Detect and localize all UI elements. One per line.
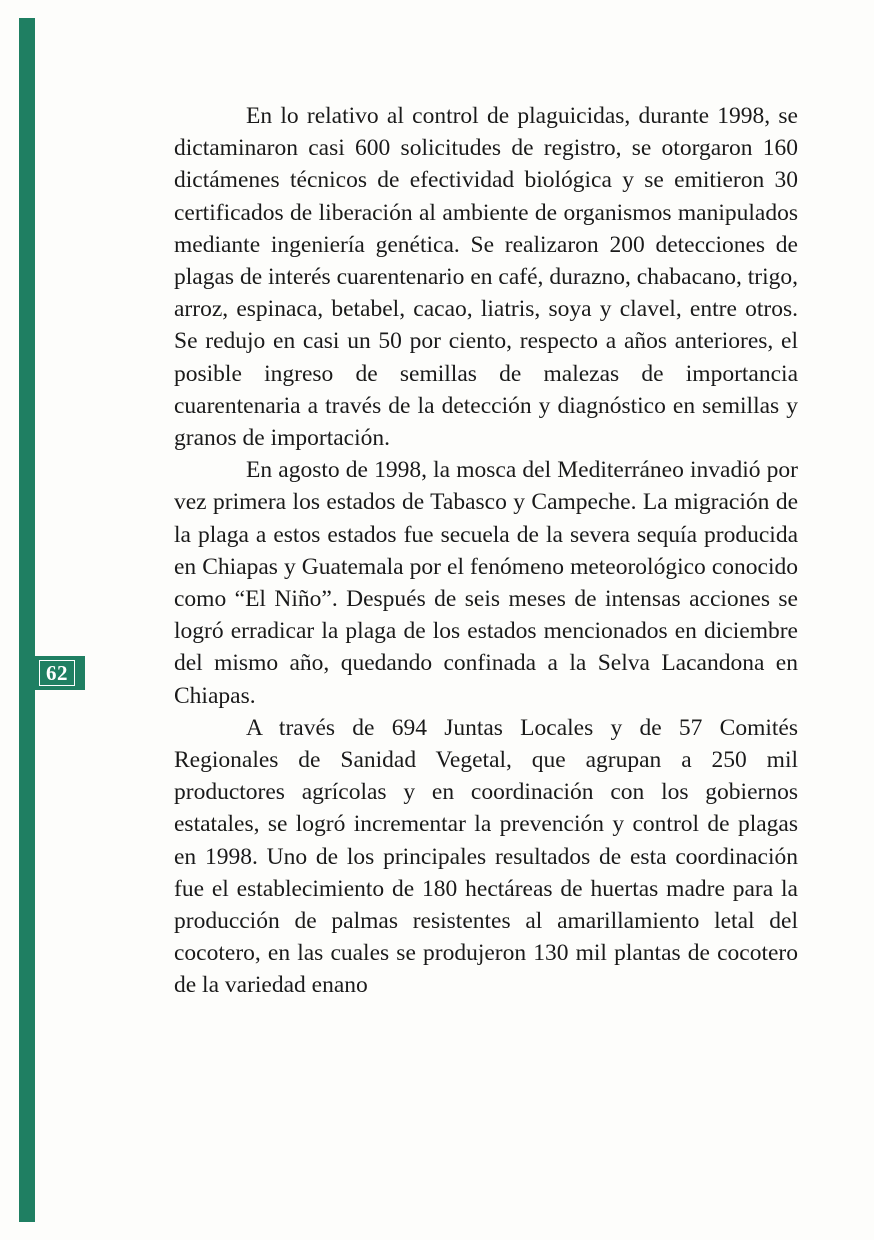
margin-stripe (19, 18, 35, 1222)
page-number: 62 (39, 660, 75, 686)
paragraph-medfly: En agosto de 1998, la mosca del Mediterráneo invadió por vez primera los estados de Tabasco y Campeche. La migración de la plaga a estos estados fue secuela de la severa sequía producida en Chiapas y Guatemala por el fenómeno meteorológico conocido como “El Niño”. Después de seis meses de intensas acciones se logró erradicar la plaga de los estados mencionados en diciembre del mismo año, quedando confinada a la Selva Lacandona en Chiapas. (174, 457, 798, 709)
page-number-badge (19, 656, 85, 690)
paragraph-pesticides: En lo relativo al control de plaguicidas, durante 1998, se dictaminaron casi 600 solicitudes de registro, se otorgaron 160 dictámenes técnicos de efectividad biológica y se emitieron 30 certificados de liberación al ambiente de organismos manipulados mediante ingeniería genética. Se realizaron 200 detecciones de plagas de interés cuarentenario en café, durazno, chabacano, trigo, arroz, espinaca, betabel, cacao, liatris, soya y clavel, entre otros. Se redujo en casi un 50 por ciento, respecto a años anteriores, el posible ingreso de semillas de malezas de importancia cuarentenaria a través de la detección y diagnóstico en semillas y granos de importación. (174, 103, 798, 452)
paragraph-plant-health-committees: A través de 694 Juntas Locales y de 57 Comités Regionales de Sanidad Vegetal, que agrupan a 250 mil productores agrícolas y en coordinación con los gobiernos estatales, se logró incrementar la prevención y control de plagas en 1998. Uno de los principales resultados de esta coordinación fue el establecimiento de 180 hectáreas de huertas madre para la producción de palmas resistentes al amarillamiento letal del cocotero, en las cuales se produjeron 130 mil plantas de cocotero de la variedad enano (174, 714, 798, 999)
body-text (174, 100, 798, 1002)
